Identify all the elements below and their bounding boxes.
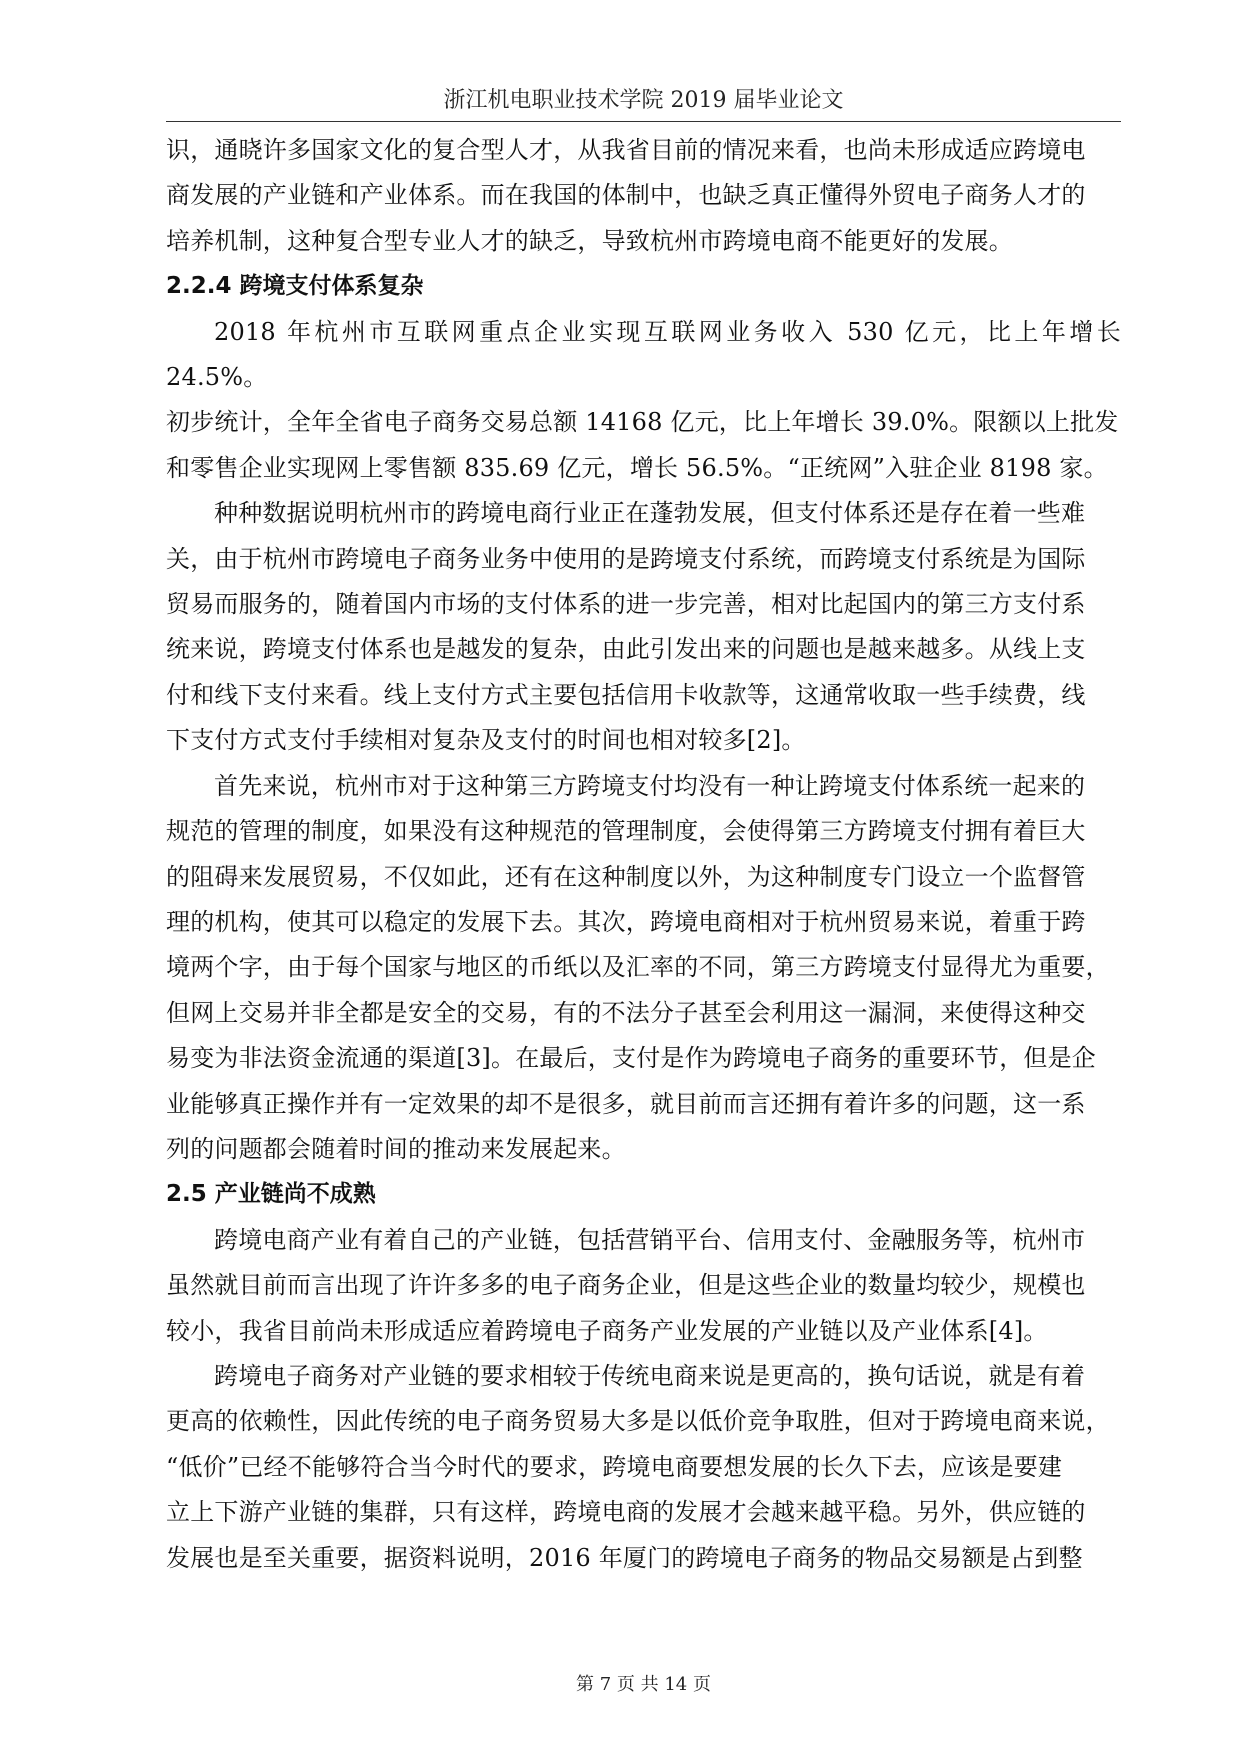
section-heading-2-2-4: 2.2.4 跨境支付体系复杂 (166, 273, 424, 300)
section-heading-2-5: 2.5 产业链尚不成熟 (166, 1181, 376, 1208)
page-number-footer: 第 7 页 共 14 页 (576, 1674, 711, 1695)
header-divider (166, 121, 1121, 122)
paragraph-statistics: 2018 年杭州市互联网重点企业实现互联网业务收入 530 亿元，比上年增长 24.5%。 初步统计，全年全省电子商务交易总额 14168 亿元，比上年增长 39.0%。限额以上批发 和零售企业实现网上零售额 835.69 亿元，增长 56.5%。“正统网”入驻企业 8198 家。 (166, 317, 1121, 482)
paragraph-regulation: 首先来说，杭州市对于这种第三方跨境支付均没有一种让跨境支付体系统一起来的 规范的管理的制度，如果没有这种规范的管理制度，会使得第三方跨境支付拥有着巨大 的阻碍来发展贸易，不仅如此，还有在这种制度以外，为这种制度专门设立一个监督管 理的机构，使其可以稳定的发展下去。其次，跨境电商相对于杭州贸易来说，着重于跨 境两个字，由于每个国家与地区的币纸以及汇率的不同，第三方跨境支付显得尤为重要， 但网上交易并非全都是安全的交易，有的不法分子甚至会利用这一漏洞，来使得这种交 易变为非法资金流通的渠道[3]。在最后，支付是作为跨境电子商务的重要环节，但是企 业能够真正操作并有一定效果的却不是很多，就目前而言还拥有着许多的问题，这一系 列的问题都会随着时间的推动来发展起来。 (166, 771, 1110, 1163)
paragraph-payment-system: 种种数据说明杭州市的跨境电商行业正在蓬勃发展，但支付体系还是存在着一些难 关，由于杭州市跨境电子商务业务中使用的是跨境支付系统，而跨境支付系统是为国际 贸易而服务的，随着国内市场的支付体系的进一步完善，相对比起国内的第三方支付系 统来说，跨境支付体系也是越发的复杂，由此引发出来的问题也是越来越多。从线上支 付和线下支付来看。线上支付方式主要包括信用卡收款等，这通常收取一些手续费，线 下支付方式支付手续相对复杂及支付的时间也相对较多[2]。 (166, 499, 1086, 755)
paragraph-supply-chain: 跨境电子商务对产业链的要求相较于传统电商来说是更高的，换句话说，就是有着 更高的依赖性，因此传统的电子商务贸易大多是以低价竞争取胜，但对于跨境电商来说， “低价”已经不能够符合当今时代的要求，跨境电商要想发展的长久下去，应该是要建 立上下游产业链的集群，只有这样，跨境电商的发展才会越来越平稳。另外，供应链的 发展也是至关重要，据资料说明，2016 年厦门的跨境电子商务的物品交易额是占到整 (166, 1361, 1110, 1572)
document-body (166, 128, 1121, 1581)
paragraph-industry-chain: 跨境电商产业有着自己的产业链，包括营销平台、信用支付、金融服务等，杭州市 虽然就目前而言出现了许许多多的电子商务企业，但是这些企业的数量均较少，规模也 较小，我省目前尚未形成适应着跨境电子商务产业发展的产业链以及产业体系[4]。 (166, 1225, 1086, 1345)
paragraph-intro-continuation: 识，通晓许多国家文化的复合型人才，从我省目前的情况来看，也尚未形成适应跨境电 商发展的产业链和产业体系。而在我国的体制中，也缺乏真正懂得外贸电子商务人才的 培养机制，这种复合型专业人才的缺乏，导致杭州市跨境电商不能更好的发展。 (166, 136, 1086, 255)
page-header: 浙江机电职业技术学院 2019 届毕业论文 (443, 88, 844, 113)
